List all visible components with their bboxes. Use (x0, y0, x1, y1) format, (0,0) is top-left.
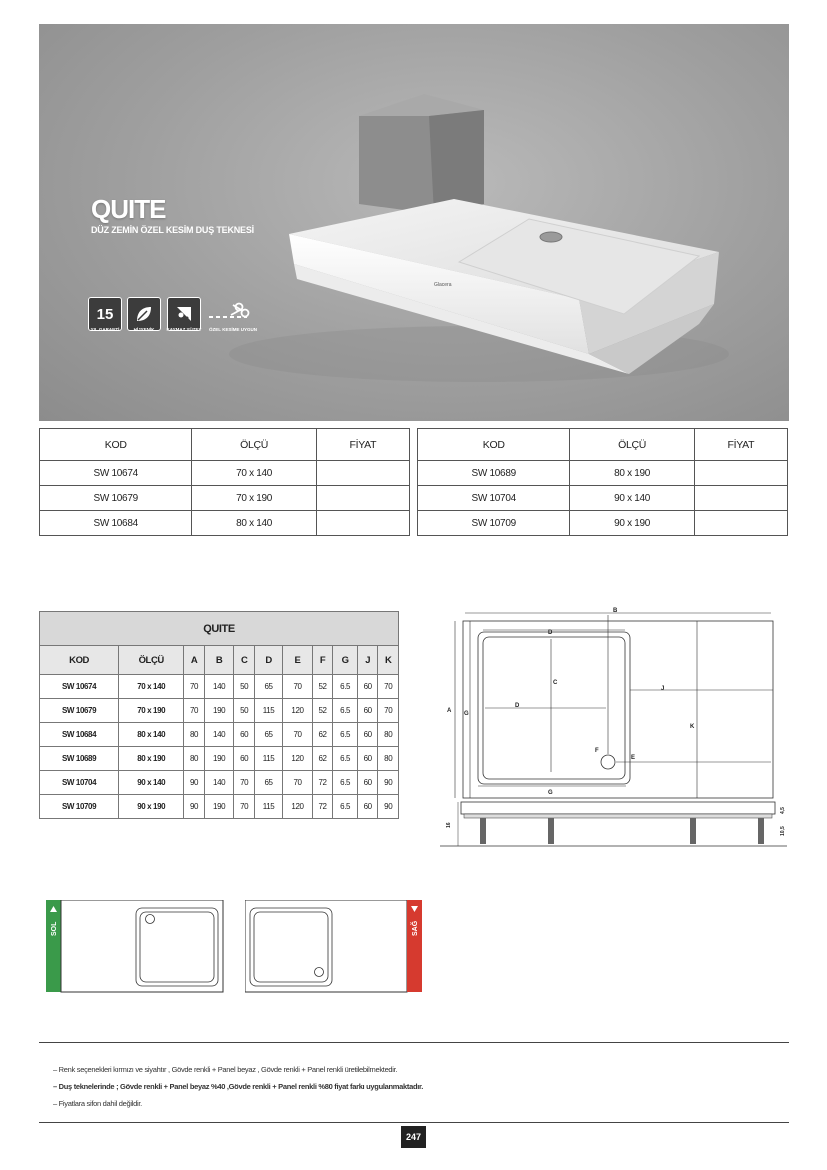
dims-cell: 50 (234, 675, 255, 699)
dims-header-cell: G (333, 646, 358, 675)
dims-cell: 80 (184, 723, 205, 747)
dims-cell: 90 x 190 (119, 795, 184, 819)
olcu-cell: 80 x 190 (570, 461, 694, 486)
table-row (40, 771, 399, 795)
notes (53, 1061, 423, 1112)
divider (39, 1042, 789, 1043)
olcu-cell: 90 x 190 (570, 511, 694, 536)
dims-cell: 115 (254, 747, 282, 771)
svg-text:Glacera: Glacera (434, 282, 452, 288)
dims-cell: 6.5 (333, 771, 358, 795)
olcu-cell: 70 x 190 (192, 486, 316, 511)
dims-cell: 140 (204, 675, 234, 699)
table-row (40, 675, 399, 699)
dims-cell: 140 (204, 771, 234, 795)
product-title: QUITE (91, 194, 166, 224)
header-olcu: ÖLÇÜ (192, 429, 316, 461)
dims-cell: 70 (283, 771, 313, 795)
dims-cell: 90 x 140 (119, 771, 184, 795)
dims-header-cell: B (204, 646, 234, 675)
dims-cell: SW 10689 (40, 747, 119, 771)
special-cut-label: ÖZEL KESİME UYGUN (209, 327, 257, 332)
dim-f-label: F (595, 748, 599, 754)
dims-cell: 120 (283, 795, 313, 819)
kod-cell: SW 10679 (40, 486, 192, 511)
dims-cell: SW 10674 (40, 675, 119, 699)
left-label: SOL (51, 921, 58, 936)
dim-k-label: K (690, 724, 695, 730)
non-slip-icon (167, 297, 201, 331)
dims-cell: 70 x 190 (119, 699, 184, 723)
dims-header-cell: D (254, 646, 282, 675)
olcu-cell: 80 x 140 (192, 511, 316, 536)
note-colors: – Renk seçenekleri kırmızı ve siyahtır , Gövde renkli + Panel beyaz , Gövde renkli + Panel renkli üretilebilmektedir. (53, 1065, 398, 1074)
dims-cell: 70 (184, 675, 205, 699)
table-row (418, 461, 788, 486)
dims-cell: 60 (234, 747, 255, 771)
dims-cell: 70 (234, 795, 255, 819)
drain-icon (146, 915, 155, 924)
olcu-cell: 90 x 140 (570, 486, 694, 511)
dims-cell: SW 10684 (40, 723, 119, 747)
fiyat-cell (694, 461, 787, 486)
table-row (40, 795, 399, 819)
diagram-labels (447, 608, 695, 796)
kod-cell: SW 10674 (40, 461, 192, 486)
dims-cell: 6.5 (333, 747, 358, 771)
dims-cell: 70 (378, 675, 399, 699)
dims-cell: 62 (312, 747, 333, 771)
kod-cell: SW 10704 (418, 486, 570, 511)
fiyat-cell (316, 486, 409, 511)
dims-cell: 6.5 (333, 723, 358, 747)
dimensions-table (39, 611, 399, 819)
left-orientation-drawing (46, 900, 224, 993)
dims-cell: 90 (184, 795, 205, 819)
dims-cell: 120 (283, 699, 313, 723)
header-fiyat: FİYAT (694, 429, 787, 461)
dims-cell: 65 (254, 675, 282, 699)
dims-cell: 115 (254, 699, 282, 723)
dim-d-top-label: D (548, 630, 553, 636)
dims-cell: 60 (357, 699, 378, 723)
price-table-right (417, 428, 788, 536)
kod-cell: SW 10684 (40, 511, 192, 536)
non-slip-label: KAYMAZ YÜZEY (166, 327, 202, 332)
table-row (418, 511, 788, 536)
dims-cell: 190 (204, 699, 234, 723)
table-row (40, 723, 399, 747)
dim-a-label: A (447, 708, 452, 714)
scissors-cut-icon (207, 299, 253, 327)
dims-cell: 120 (283, 747, 313, 771)
dims-header-cell: K (378, 646, 399, 675)
dims-header-cell: ÖLÇÜ (119, 646, 184, 675)
dim-g-side-label: G (464, 711, 469, 717)
dims-cell: 70 (184, 699, 205, 723)
table-row (418, 486, 788, 511)
price-table-left (39, 428, 410, 536)
dims-cell: 70 (234, 771, 255, 795)
dim-b-label: B (613, 608, 618, 614)
dims-cell: 190 (204, 795, 234, 819)
fiyat-cell (694, 511, 787, 536)
side-view-drawing (440, 802, 787, 846)
header-kod: KOD (418, 429, 570, 461)
product-subtitle: DÜZ ZEMİN ÖZEL KESİM DUŞ TEKNESİ (91, 225, 254, 235)
dims-cell: 72 (312, 771, 333, 795)
dims-cell: 6.5 (333, 699, 358, 723)
fiyat-cell (316, 461, 409, 486)
dims-cell: 70 x 140 (119, 675, 184, 699)
dims-cell: 60 (357, 723, 378, 747)
dims-header-cell: A (184, 646, 205, 675)
dims-cell: 52 (312, 675, 333, 699)
fiyat-cell (694, 486, 787, 511)
dims-cell: 80 x 190 (119, 747, 184, 771)
table-row (40, 511, 410, 536)
side-dim-4-5: 4,5 (780, 807, 786, 814)
dims-cell: 80 (378, 747, 399, 771)
dim-d-label: D (515, 703, 520, 709)
note-price-difference: – Duş teknelerinde ; Gövde renkli + Panel beyaz %40 ,Gövde renkli + Panel renkli %80 fiyat farkı uygulanmaktadır. (53, 1082, 424, 1091)
eco-leaf-icon (127, 297, 161, 331)
dims-cell: 60 (357, 771, 378, 795)
warranty-15-icon (88, 297, 122, 331)
dims-header-cell: F (312, 646, 333, 675)
right-label: SAĞ (412, 920, 419, 936)
dim-j-label: J (661, 686, 665, 692)
side-dim-16: 16 (446, 822, 452, 828)
dim-g-label: G (548, 790, 553, 796)
dims-cell: 190 (204, 747, 234, 771)
dim-c-label: C (553, 680, 558, 686)
dims-cell: 80 (378, 723, 399, 747)
kod-cell: SW 10689 (418, 461, 570, 486)
table-row (40, 486, 410, 511)
table-row (40, 461, 410, 486)
dims-cell: 70 (378, 699, 399, 723)
dim-e-label: E (631, 755, 636, 761)
side-dim-10-5: 10,5 (780, 826, 786, 836)
header-olcu: ÖLÇÜ (570, 429, 694, 461)
dims-header-cell: KOD (40, 646, 119, 675)
dims-cell: 80 x 140 (119, 723, 184, 747)
dims-cell: 80 (184, 747, 205, 771)
dims-header-cell: C (234, 646, 255, 675)
dims-cell: SW 10679 (40, 699, 119, 723)
dims-header-cell: E (283, 646, 313, 675)
note-siphon: – Fiyatlara sifon dahil değildir. (53, 1099, 142, 1108)
right-orientation-drawing (245, 900, 423, 993)
dims-cell: SW 10704 (40, 771, 119, 795)
page-number: 247 (401, 1126, 426, 1148)
dims-cell: 60 (357, 747, 378, 771)
dims-cell: SW 10709 (40, 795, 119, 819)
dims-cell: 6.5 (333, 675, 358, 699)
dims-cell: 60 (357, 675, 378, 699)
dims-cell: 65 (254, 771, 282, 795)
kod-cell: SW 10709 (418, 511, 570, 536)
dims-cell: 6.5 (333, 795, 358, 819)
dims-cell: 140 (204, 723, 234, 747)
dims-cell: 90 (184, 771, 205, 795)
fiyat-cell (316, 511, 409, 536)
dims-cell: 115 (254, 795, 282, 819)
dims-cell: 52 (312, 699, 333, 723)
dims-cell: 90 (378, 795, 399, 819)
dims-cell: 50 (234, 699, 255, 723)
eco-label: HİJYENİK (133, 327, 155, 332)
dims-cell: 72 (312, 795, 333, 819)
table-row (40, 747, 399, 771)
warranty-value: 15 (96, 305, 114, 323)
dims-header-cell: J (357, 646, 378, 675)
product-hero-image (39, 24, 789, 421)
warranty-label: YIL GARANTİ (90, 327, 120, 332)
drain-icon (315, 968, 324, 977)
dims-cell: 70 (283, 675, 313, 699)
dimensions-table-title: QUITE (40, 612, 399, 646)
header-fiyat: FİYAT (316, 429, 409, 461)
divider (39, 1122, 789, 1123)
dims-cell: 90 (378, 771, 399, 795)
dims-cell: 60 (234, 723, 255, 747)
header-kod: KOD (40, 429, 192, 461)
dims-cell: 65 (254, 723, 282, 747)
dims-cell: 62 (312, 723, 333, 747)
dims-cell: 70 (283, 723, 313, 747)
olcu-cell: 70 x 140 (192, 461, 316, 486)
dims-cell: 60 (357, 795, 378, 819)
technical-drawing (440, 604, 787, 850)
table-row (40, 699, 399, 723)
